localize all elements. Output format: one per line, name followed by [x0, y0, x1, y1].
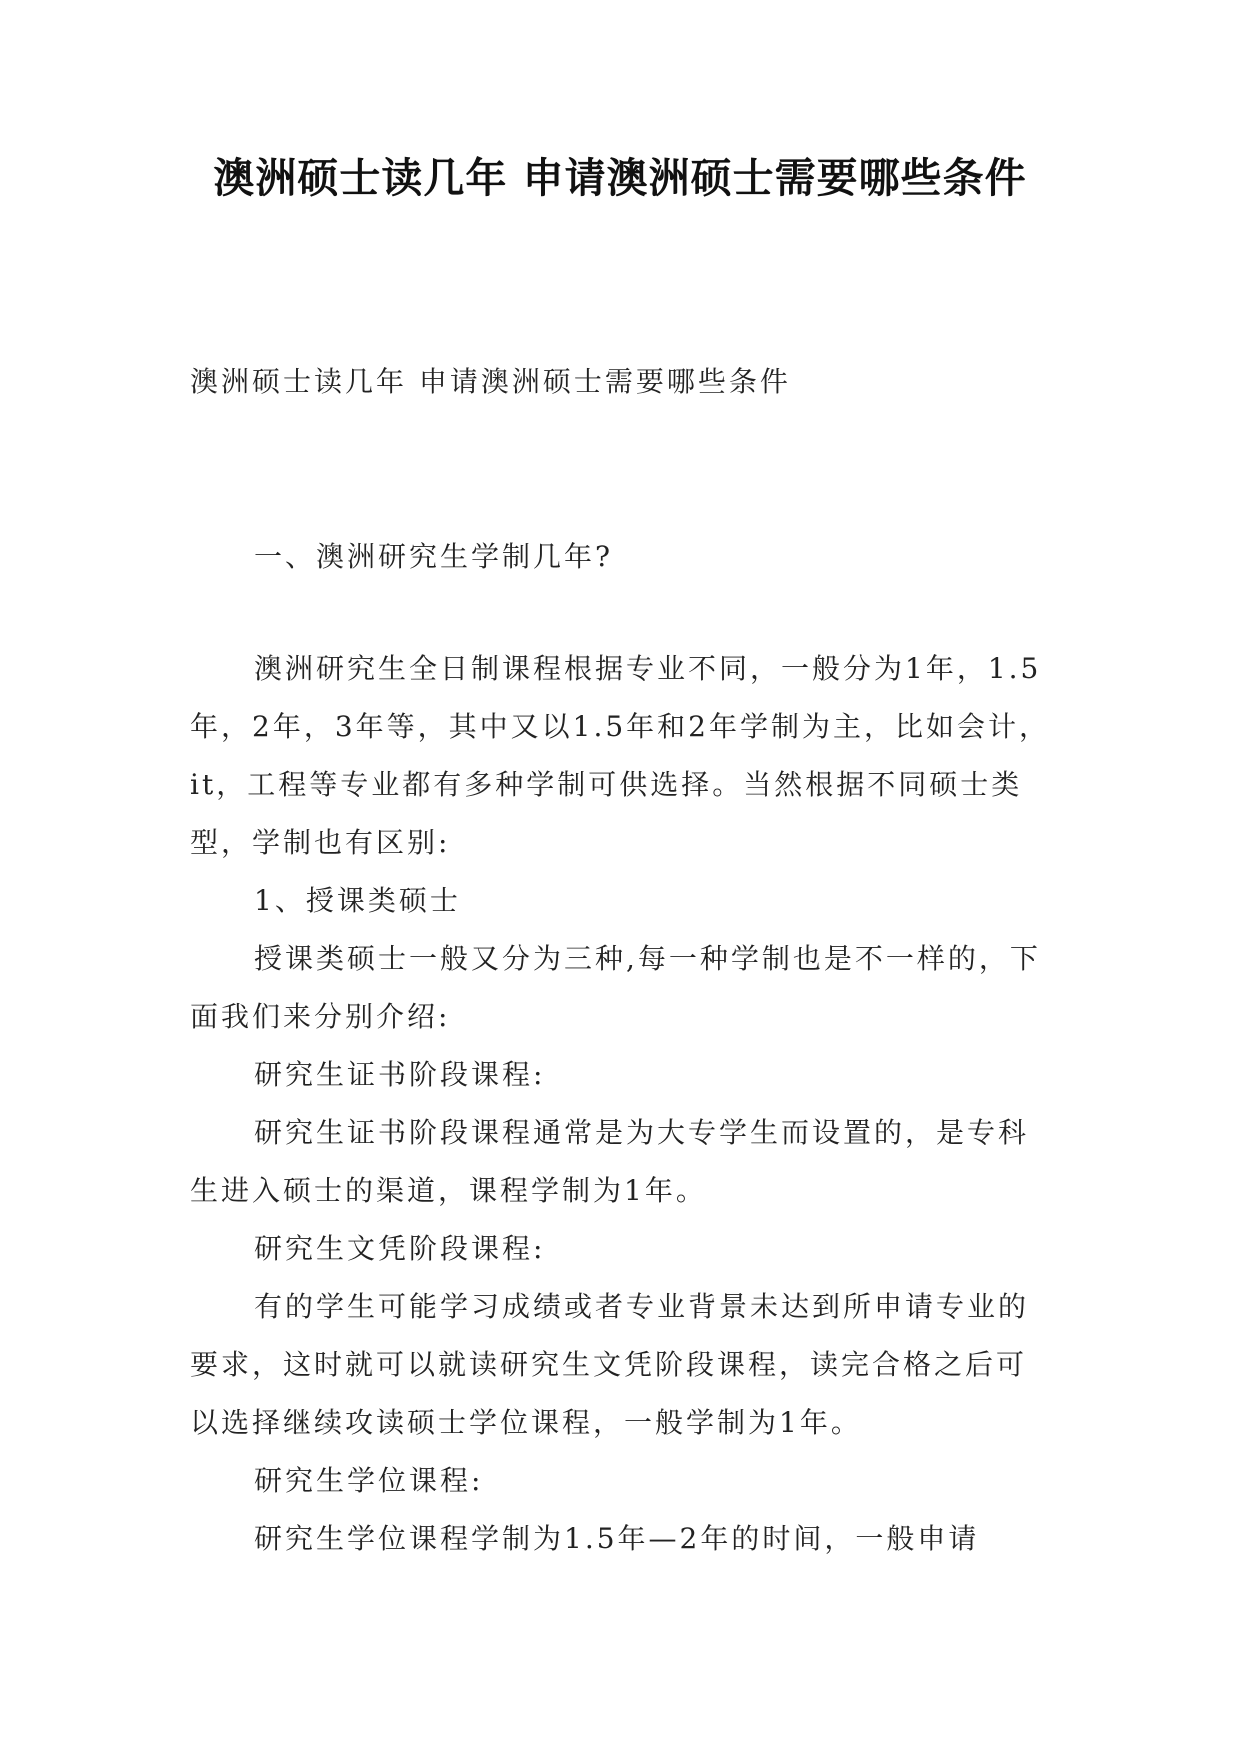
paragraph-graduate-diploma: 有的学生可能学习成绩或者专业背景未达到所申请专业的要求，这时就可以就读研究生文凭阶段课程，读完合格之后可以选择继续攻读硕士学位课程，一般学制为1年。 [190, 1290, 1030, 1439]
document-subtitle: 澳洲硕士读几年 申请澳洲硕士需要哪些条件 [190, 365, 791, 398]
subheading-taught-masters: 1、授课类硕士 [254, 884, 461, 917]
document-title: 澳洲硕士读几年 申请澳洲硕士需要哪些条件 [213, 154, 1027, 202]
label-masters-degree: 研究生学位课程: [254, 1464, 484, 1497]
section-heading: 一、澳洲研究生学制几年? [254, 540, 614, 573]
paragraph-taught-types: 授课类硕士一般又分为三种,每一种学制也是不一样的，下面我们来分别介绍: [190, 942, 1041, 1033]
label-graduate-certificate: 研究生证书阶段课程: [254, 1058, 546, 1091]
paragraph-masters-degree: 研究生学位课程学制为1.5年—2年的时间，一般申请 [254, 1522, 980, 1555]
paragraph-intro: 澳洲研究生全日制课程根据专业不同，一般分为1年，1.5年，2年，3年等，其中又以1.5年和2年学制为主，比如会计，it，工程等专业都有多种学制可供选择。当然根据不同硕士类型，学制也有区别: [190, 652, 1050, 859]
paragraph-graduate-certificate: 研究生证书阶段课程通常是为大专学生而设置的，是专科生进入硕士的渠道，课程学制为1年。 [190, 1116, 1030, 1207]
label-graduate-diploma: 研究生文凭阶段课程: [254, 1232, 546, 1265]
